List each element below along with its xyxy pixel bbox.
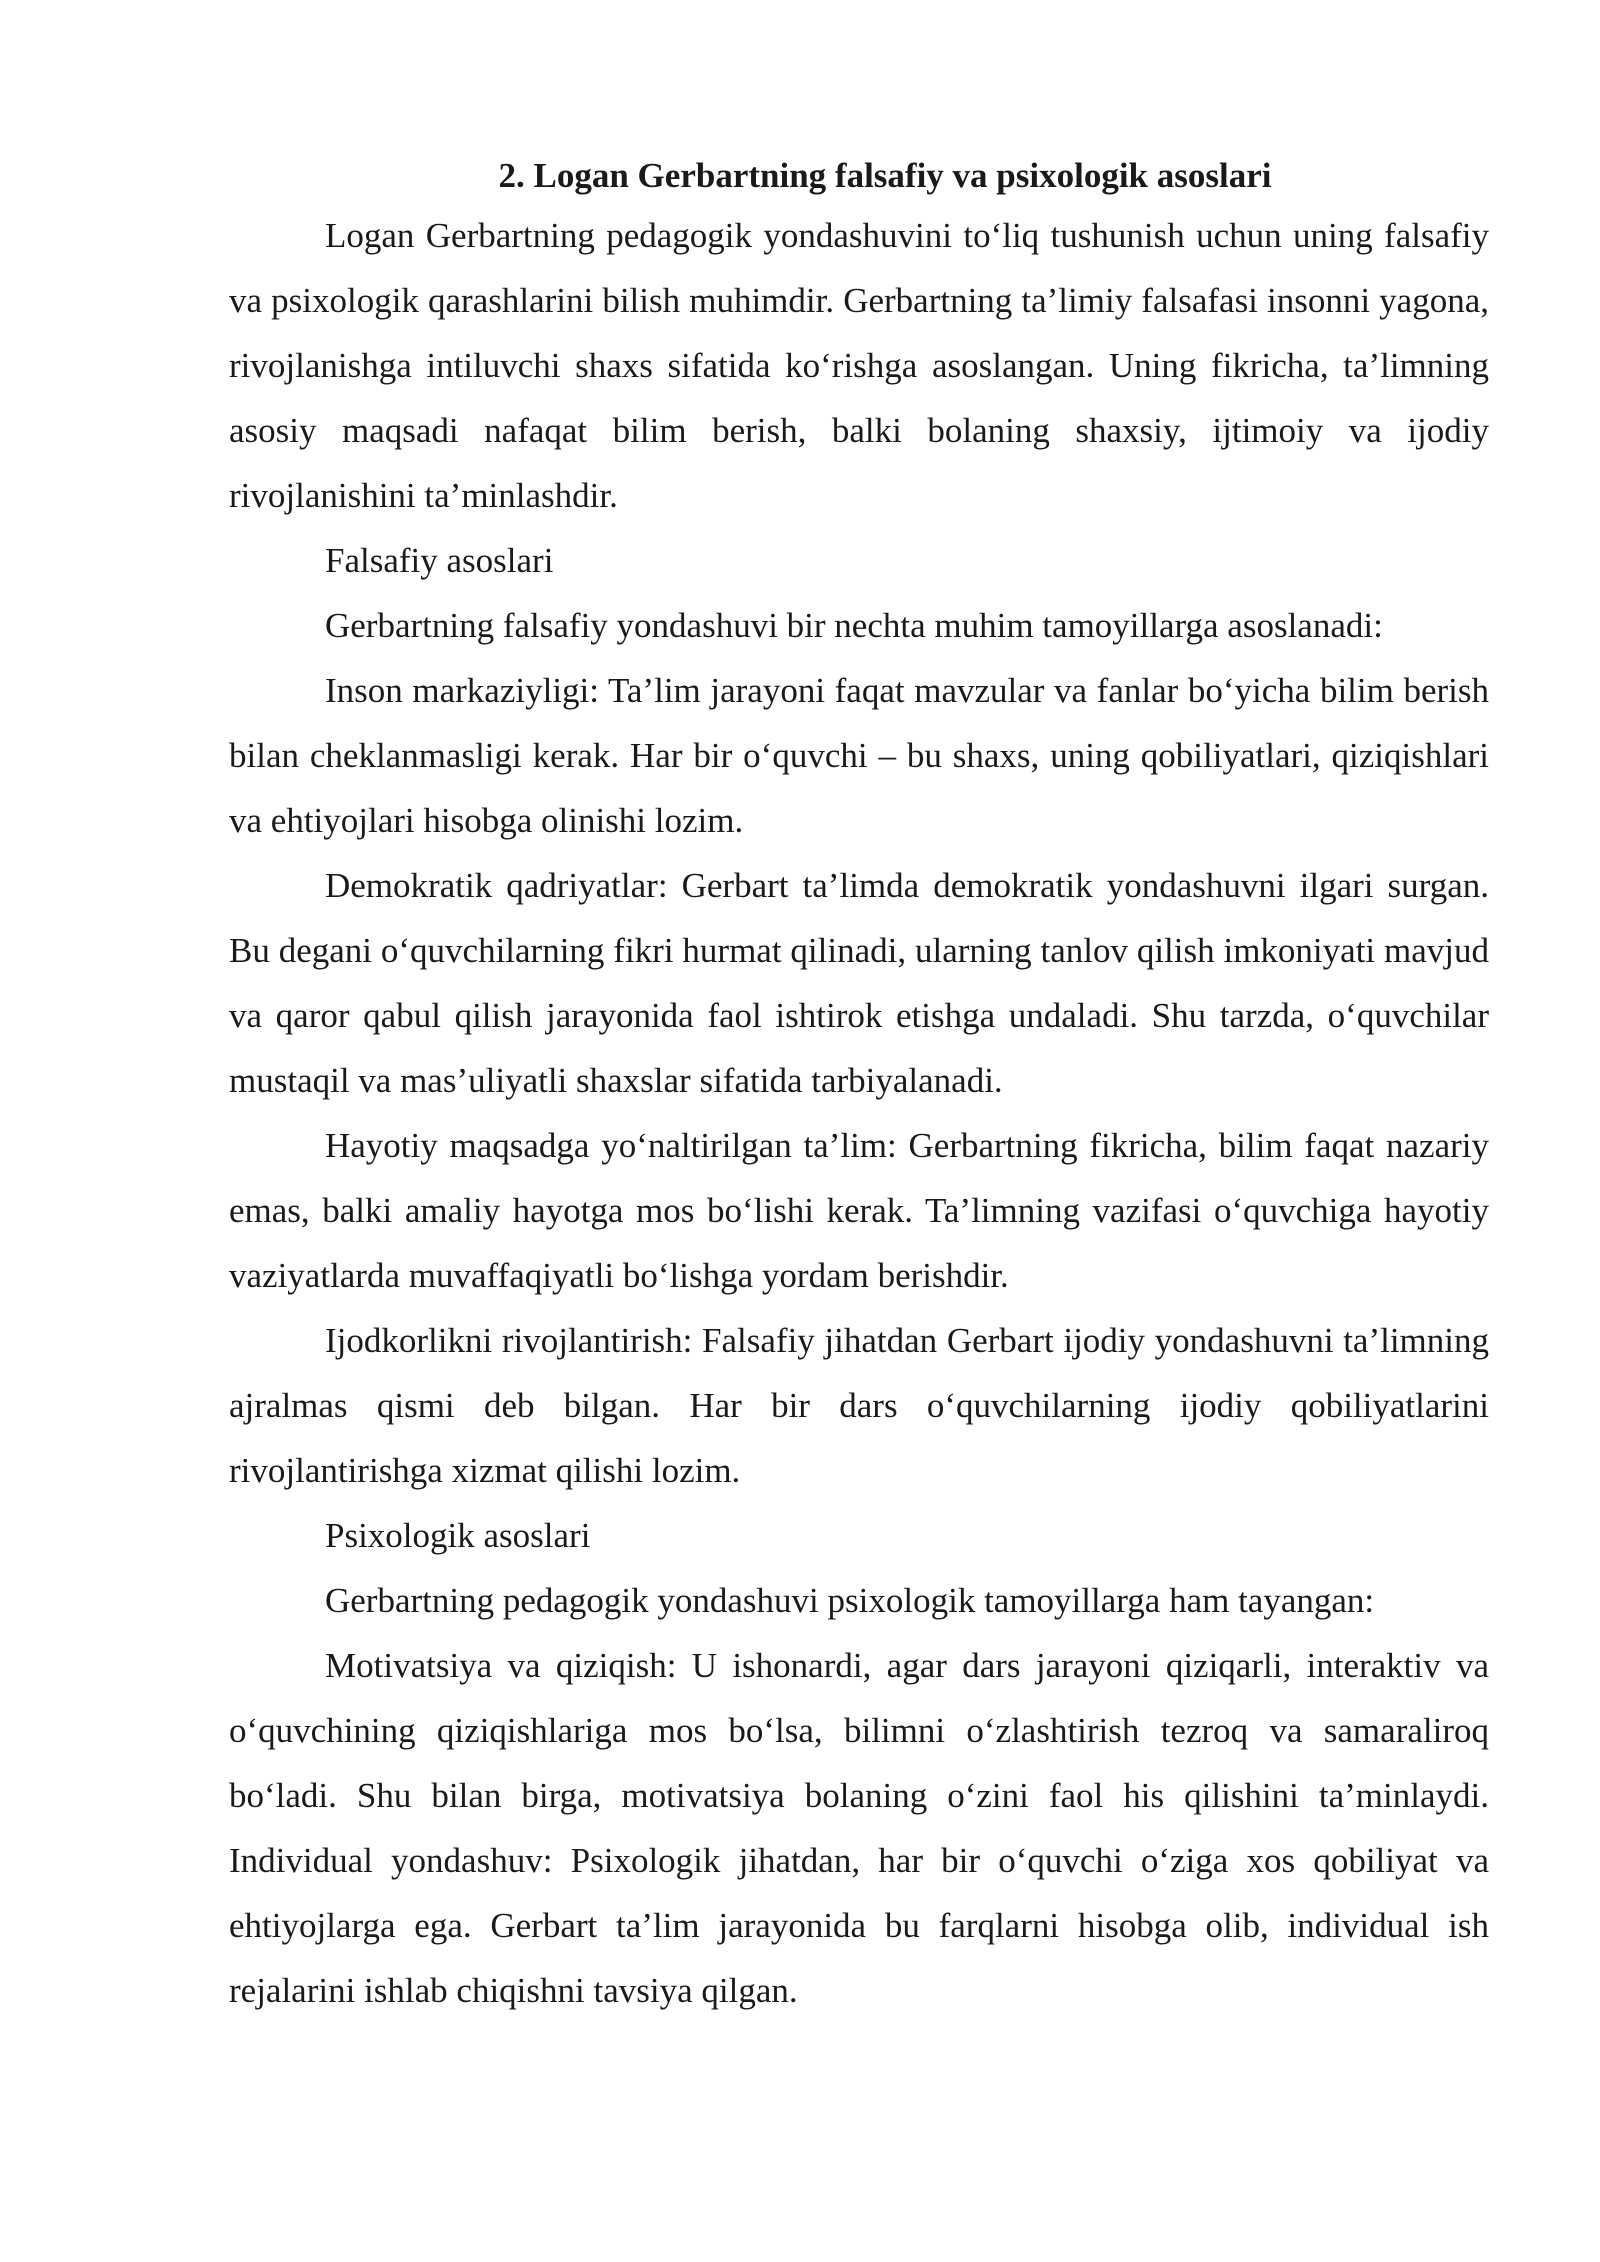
section-title: 2. Logan Gerbartning falsafiy va psixologik asoslari	[498, 156, 1272, 195]
document-page	[229, 148, 1489, 2023]
psychology-point: Motivatsiya va qiziqish: U ishonardi, agar dars jarayoni qiziqarli, interaktiv va o‘quvchining qiziqishlariga mos bo‘lsa, bilimni o‘zlashtirish tezroq va samaraliroq bo‘ladi. Shu bilan birga, motivatsiya bolaning o‘zini faol his qilishini ta’minlaydi. Individual yondashuv: Psixologik jihatdan, har bir o‘quvchi o‘ziga xos qobiliyat va ehtiyojlarga ega. Gerbart ta’lim jarayonida bu farqlarni hisobga olib, individual ish rejalarini ishlab chiqishni tavsiya qilgan.	[229, 1646, 1489, 2010]
psychology-lead: Gerbartning pedagogik yondashuvi psixologik tamoyillarga ham tayangan:	[325, 1581, 1375, 1620]
philosophy-lead: Gerbartning falsafiy yondashuvi bir nechta muhim tamoyillarga asoslanadi:	[325, 606, 1383, 645]
philosophy-point: Demokratik qadriyatlar: Gerbart ta’limda demokratik yondashuvni ilgari surgan. Bu degani o‘quvchilarning fikri hurmat qilinadi, ularning tanlov qilish imkoniyati mavjud va qaror qabul qilish jarayonida faol ishtirok etishga undaladi. Shu tarzda, o‘quvchilar mustaqil va mas’uliyatli shaxslar sifatida tarbiyalanadi.	[229, 866, 1489, 1100]
philosophy-heading: Falsafiy asoslari	[325, 541, 554, 580]
philosophy-point: Inson markaziyligi: Ta’lim jarayoni faqat mavzular va fanlar bo‘yicha bilim berish bilan cheklanmasligi kerak. Har bir o‘quvchi – bu shaxs, uning qobiliyatlari, qiziqishlari va ehtiyojlari hisobga olinishi lozim.	[229, 671, 1489, 840]
psychology-heading: Psixologik asoslari	[325, 1516, 591, 1555]
philosophy-point: Hayotiy maqsadga yo‘naltirilgan ta’lim: Gerbartning fikricha, bilim faqat nazariy emas, balki amaliy hayotga mos bo‘lishi kerak. Ta’limning vazifasi o‘quvchiga hayotiy vaziyatlarda muvaffaqiyatli bo‘lishga yordam berishdir.	[229, 1126, 1489, 1295]
philosophy-point: Ijodkorlikni rivojlantirish: Falsafiy jihatdan Gerbart ijodiy yondashuvni ta’limning ajralmas qismi deb bilgan. Har bir dars o‘quvchilarning ijodiy qobiliyatlarini rivojlantirishga xizmat qilishi lozim.	[229, 1321, 1489, 1490]
intro-paragraph: Logan Gerbartning pedagogik yondashuvini to‘liq tushunish uchun uning falsafiy va psixologik qarashlarini bilish muhimdir. Gerbartning ta’limiy falsafasi insonni yagona, rivojlanishga intiluvchi shaxs sifatida ko‘rishga asoslangan. Uning fikricha, ta’limning asosiy maqsadi nafaqat bilim berish, balki bolaning shaxsiy, ijtimoiy va ijodiy rivojlanishini ta’minlashdir.	[229, 216, 1489, 515]
